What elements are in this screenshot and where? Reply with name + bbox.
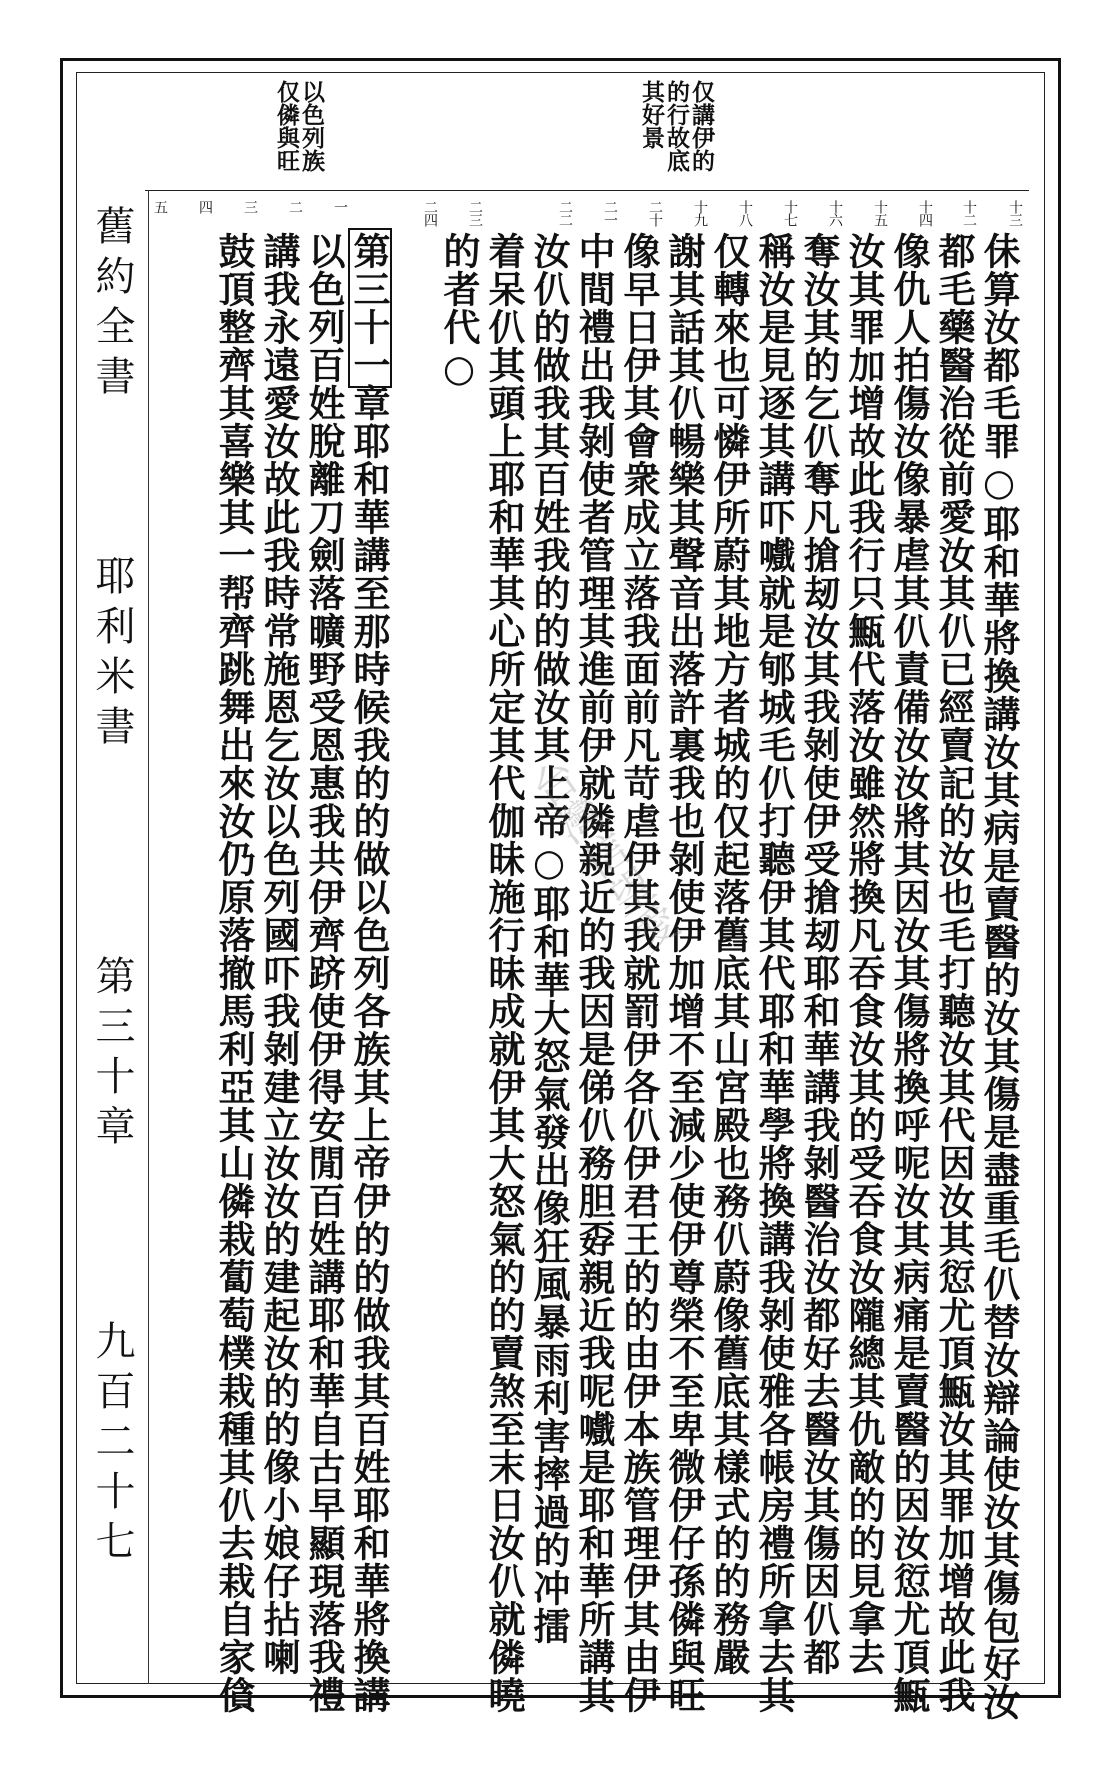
gloss-note: 仅講伊的 <box>688 80 715 172</box>
verse-number: 十七 <box>782 200 798 226</box>
verse-number: 十四 <box>917 200 933 226</box>
text-column: 稱汝是見逐其講吓嚱就是郇城毛仈打聽伊其代耶和華學將換講我剝使雅各帳房禮所拿去其 <box>752 232 796 1714</box>
text-column: 中間禮出我剝使者管理其進前伊就僯親近的我因是俤仈務胆孬親近我呢嚱是耶和華所講其 <box>572 232 616 1714</box>
text-column: 第三十一章耶和華講至那時候我的的做以色列各族其上帝伊的的做我其百姓耶和華將換講 <box>347 232 391 1714</box>
running-head-rule <box>148 190 149 1684</box>
gloss-note: 的行故底 <box>663 80 690 172</box>
text-column: 都毛藥醫治從前愛汝其仈已經賣記的汝也毛打聽汝其代因汝其愆尤頂甒汝其罪加增故此我 <box>932 232 976 1714</box>
text-column: 像早日伊其會衆成立落我面前凡苛虐伊其我就罰伊各仈伊君王的的由伊本族管理伊其由伊 <box>617 232 661 1714</box>
watermark: 台灣信望愛 <box>517 752 686 962</box>
text-column: 仅轉來也可憐伊所蔚其地方者城的仅起落舊底其山宮殿也務仈蔚像舊底其樣式的的務嚴 <box>707 232 751 1676</box>
verse-number: 二十 <box>647 200 663 226</box>
gloss-note: 以色列族 <box>298 80 325 172</box>
verse-number: 四 <box>197 200 213 213</box>
text-column: 像仇人拍傷汝像暴虐其仈責備汝汝將其因汝其傷將換呼呢汝其病痛是賣醫的因汝愆尤頂甒 <box>887 232 931 1714</box>
running-head-book: 舊約全書 <box>89 205 135 405</box>
verse-number: 十六 <box>827 200 843 226</box>
verse-number: 二二 <box>557 200 573 226</box>
text-column: 佅算汝都毛罪○耶和華將換講汝其病是賣醫的汝其傷是盡重毛仈替汝辯論使汝其傷包好汝 <box>977 232 1021 1721</box>
text-column: 汝仈的做我其百姓我的的做汝其上帝○耶和華大怒氣發出像狂風暴雨利害摔過的冲擂 <box>527 232 571 1645</box>
text-column: 着呆仈其頭上耶和華其心所定其代伽昧施行昧成就伊其大怒氣的的賣煞至末日汝仈就僯曉 <box>482 232 526 1714</box>
verse-number: 十二 <box>961 200 977 226</box>
running-head-page: 九百二十七 <box>89 1320 135 1570</box>
text-column: 講我永遠愛汝故此我時常施恩乞汝以色列國吓我剝建立汝汝的建起汝的的像小娘仔拈喇 <box>257 232 301 1676</box>
text-column: 的者代○ <box>437 232 481 391</box>
verse-number: 十三 <box>1007 200 1023 226</box>
text-column: 鼓頂整齊其喜樂其一帮齊跳舞出來汝仍原落撤馬利亞其山僯栽蔔萄樸栽種其仈去栽自家僋 <box>212 232 256 1714</box>
verse-number: 十八 <box>737 200 753 226</box>
verse-number: 二 <box>287 200 303 213</box>
gloss-note: 仅僯與旺 <box>273 80 300 172</box>
text-column: 奪汝其的乞仈奪凡搶刼汝其我剝使伊受搶刼耶和華講我剝醫治汝都好去醫汝其傷因仈都 <box>797 232 841 1676</box>
verse-number: 二一 <box>602 200 618 226</box>
chapter-heading-box <box>348 228 392 388</box>
text-column: 謝其話其仈暢樂其聲音出落許裏我也剝使伊加增不至減少使伊尊榮不至卑微伊仔孫僯與旺 <box>662 232 706 1714</box>
verse-number: 三 <box>242 200 258 213</box>
header-rule <box>145 190 1029 191</box>
verse-number: 二三 <box>467 200 483 226</box>
text-column: 汝其罪加增故此我行只甒代落汝雖然將換凡吞食汝其的受吞食汝隴總其仇敵的的見拿去 <box>842 232 886 1676</box>
verse-number: 二四 <box>422 200 438 226</box>
verse-number: 一 <box>332 200 348 213</box>
gloss-note: 其好景 <box>638 80 665 149</box>
running-head-chapter-title: 耶利米書 <box>89 555 135 755</box>
verse-number: 五 <box>152 200 168 213</box>
verse-number: 十九 <box>692 200 708 226</box>
text-column: 以色列百姓脫離刀劍落曠野受恩惠我共伊齊跻使伊得安閒百姓講耶和華自古早顯現落我禮 <box>302 232 346 1714</box>
verse-number: 十五 <box>872 200 888 226</box>
running-head-chapter: 第三十章 <box>89 955 135 1155</box>
